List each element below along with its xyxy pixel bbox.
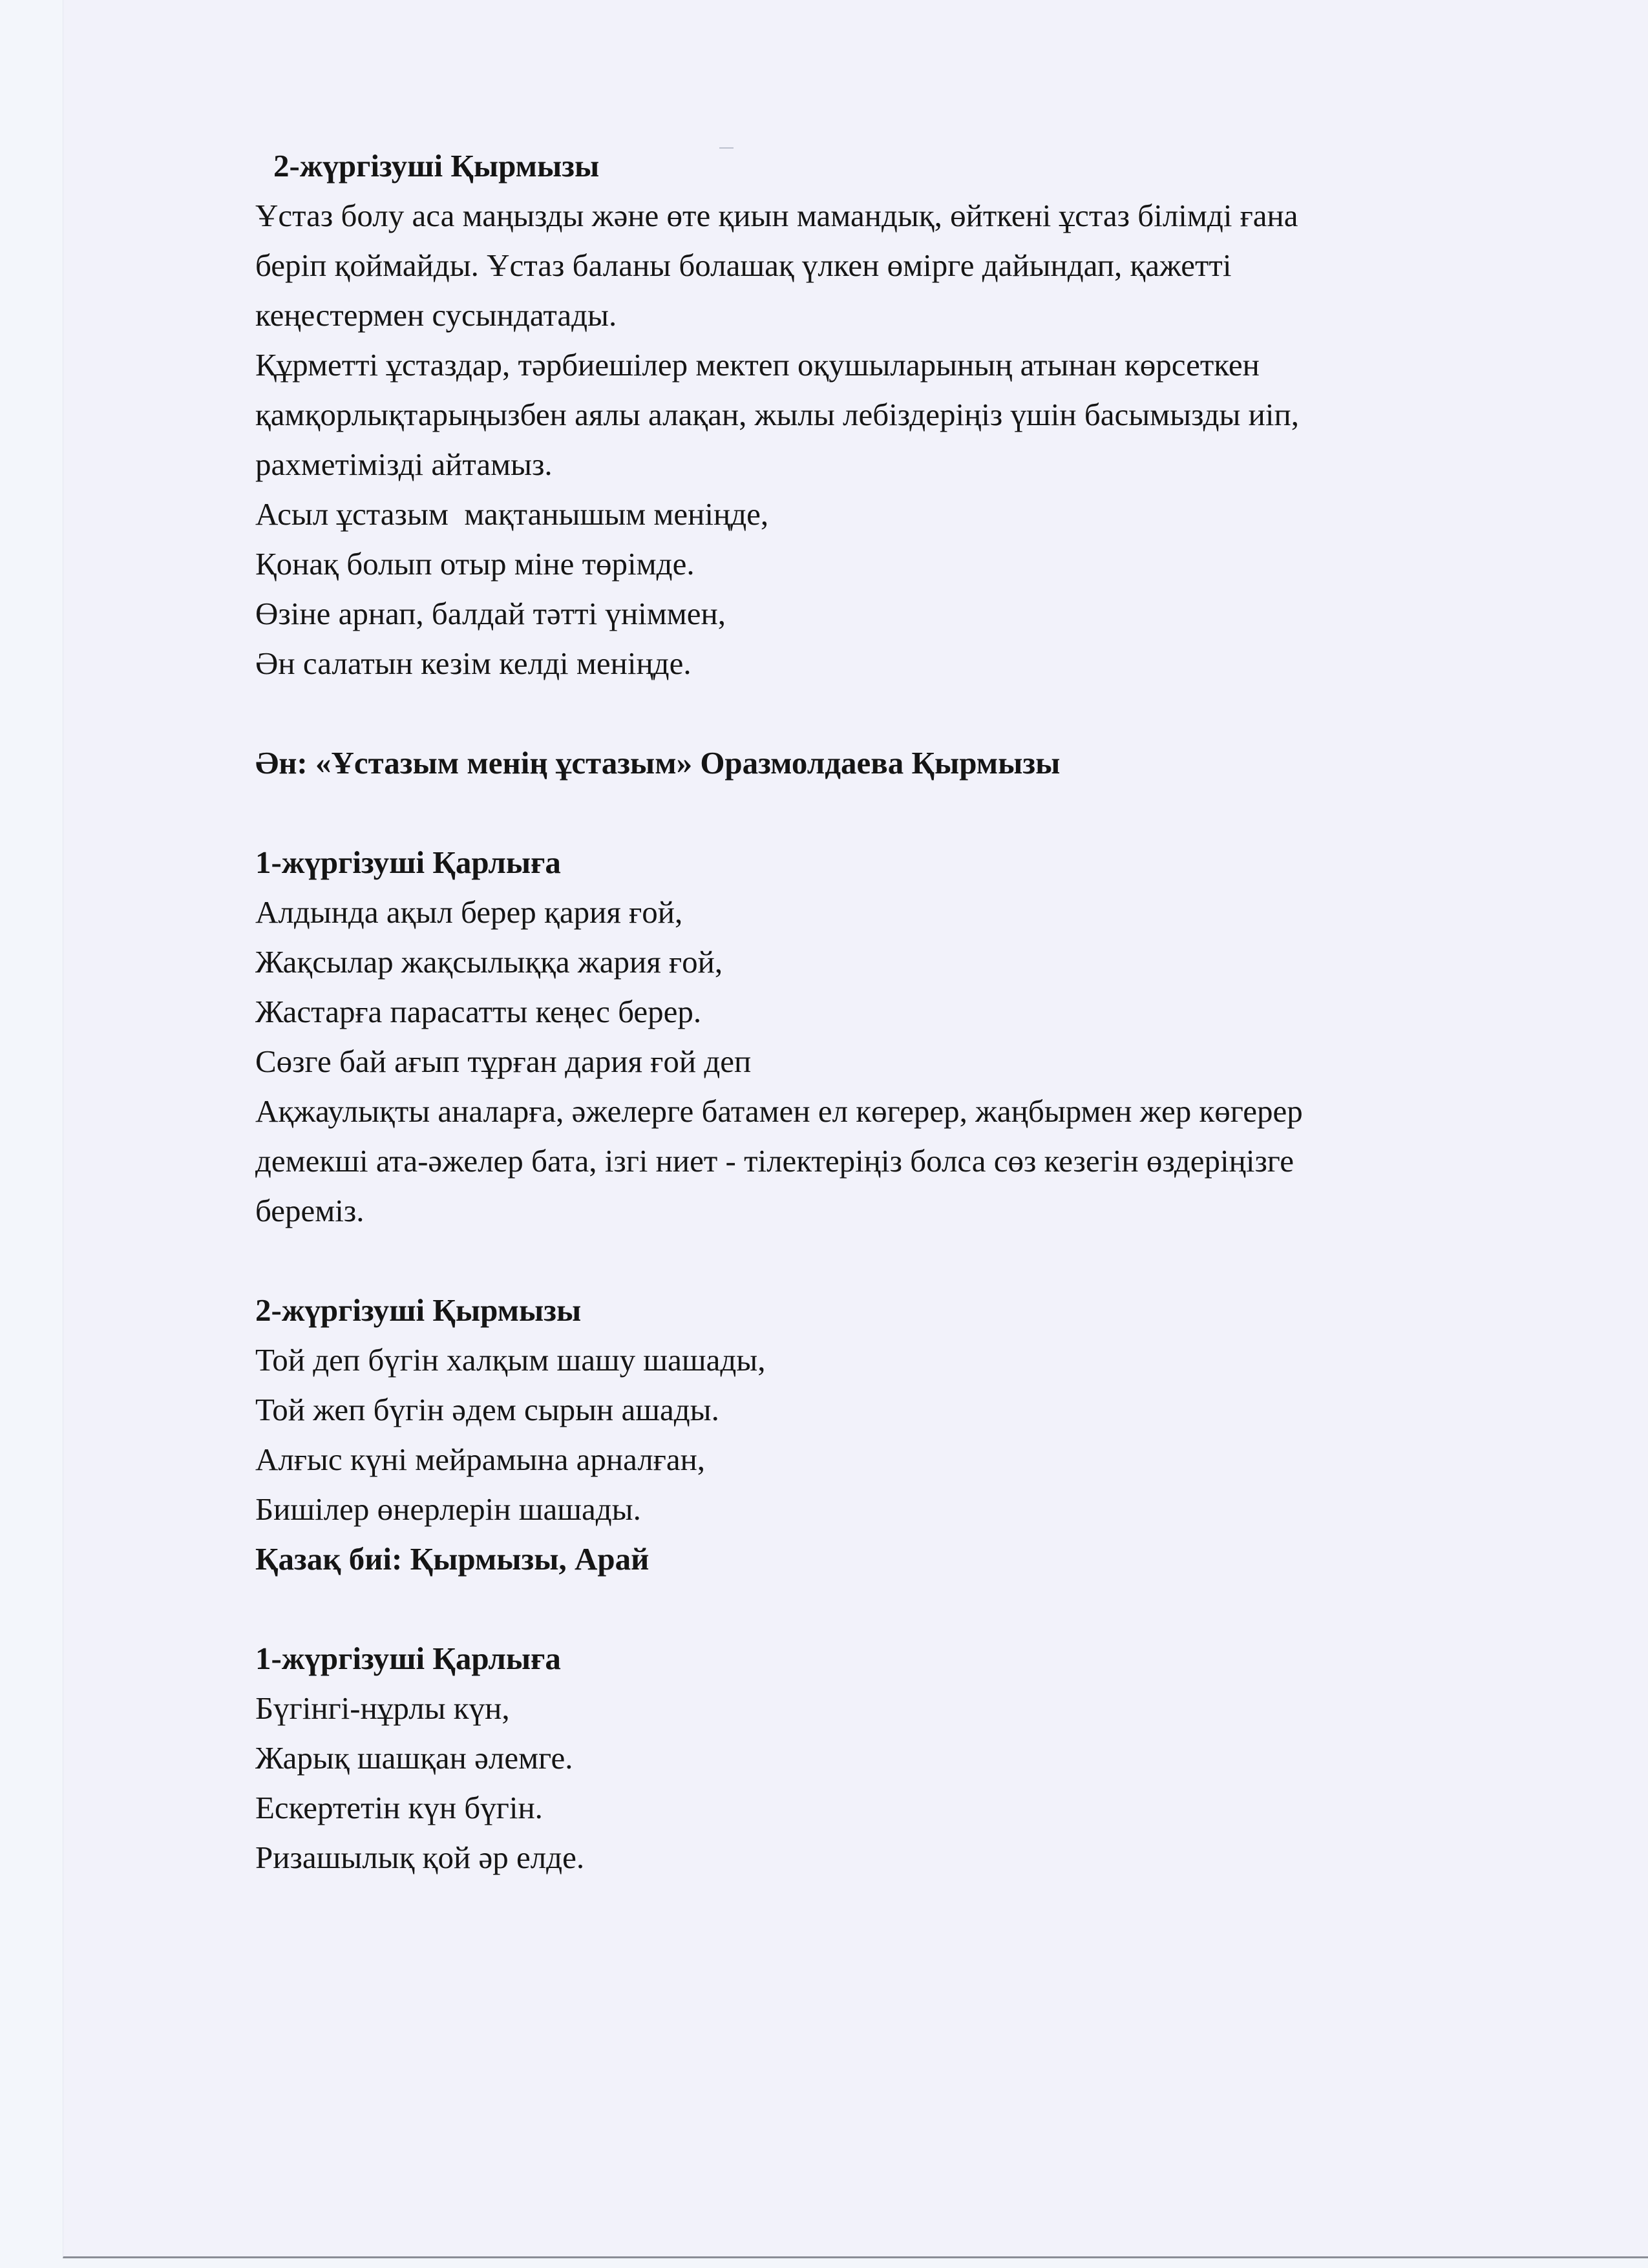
poem-line: Ризашылық қой әр елде.	[255, 1840, 585, 1875]
section-host1-closing	[255, 1633, 1548, 1882]
text-line: кеңестермен сусындатады.	[255, 297, 617, 333]
spacer	[255, 1584, 1548, 1633]
dance-announcement: Қазақ биі: Қырмызы, Арай	[255, 1541, 650, 1577]
text-line: рахметімізді айтамыз.	[255, 446, 553, 482]
section-host1-blessing	[255, 837, 1548, 1235]
poem-line: Той жеп бүгін әдем сырын ашады.	[255, 1392, 719, 1427]
speaker-heading: 2-жүргізуші Қырмызы	[255, 1292, 582, 1328]
spacer	[255, 688, 1548, 738]
section-host2-dance	[255, 1285, 1548, 1584]
poem-line: Той деп бүгін халқым шашу шашады,	[255, 1342, 766, 1378]
song-announcement: Ән: «Ұстазым менің ұстазым» Оразмолдаева Қырмызы	[255, 745, 1061, 781]
text-line: береміз.	[255, 1193, 364, 1228]
poem-line: Бишілер өнерлерін шашады.	[255, 1491, 641, 1527]
section-host2-intro	[255, 141, 1548, 688]
text-line: демекші ата-әжелер бата, ізгі ниет - тілектеріңіз болса сөз кезегін өздеріңізге	[255, 1143, 1294, 1179]
poem-line: Алғыс күні мейрамына арналған,	[255, 1442, 706, 1477]
speaker-heading: 2-жүргізуші Қырмызы	[273, 148, 600, 184]
text-line: қамқорлықтарыңызбен аялы алақан, жылы лебіздеріңіз үшін басымызды иіп,	[255, 397, 1299, 432]
poem-line: Қонақ болып отыр міне төрімде.	[255, 546, 695, 582]
poem-line: Жақсылар жақсылыққа жария ғой,	[255, 944, 723, 980]
poem-line: Бүгінгі-нұрлы күн,	[255, 1690, 510, 1726]
poem-line: Жарық шашқан әлемге.	[255, 1740, 573, 1776]
text-line: Құрметті ұстаздар, тәрбиешілер мектеп оқушыларының атынан көрсеткен	[255, 347, 1260, 383]
poem-line: Алдында ақыл берер қария ғой,	[255, 894, 683, 930]
poem-line: Ән салатын кезім келді меніңде.	[255, 646, 692, 681]
poem-line: Жастарға парасатты кеңес берер.	[255, 994, 702, 1029]
speaker-heading: 1-жүргізуші Қарлыға	[255, 845, 561, 880]
poem-line: Ескертетін күн бүгін.	[255, 1790, 543, 1825]
text-line: беріп қоймайды. Ұстаз баланы болашақ үлкен өмірге дайындап, қажетті	[255, 247, 1232, 283]
poem-line: Асыл ұстазым мақтанышым меніңде,	[255, 496, 769, 532]
spacer	[255, 788, 1548, 837]
poem-line: Өзіне арнап, балдай тәтті үніммен,	[255, 596, 726, 631]
spacer	[255, 1235, 1548, 1285]
speaker-heading: 1-жүргізуші Қарлыға	[255, 1641, 561, 1676]
document-body	[255, 141, 1548, 1882]
text-line: Ақжаулықты аналарға, әжелерге батамен ел көгерер, жаңбырмен жер көгерер	[255, 1093, 1303, 1129]
poem-line: Сөзге бай ағып тұрған дария ғой деп	[255, 1044, 752, 1079]
text-line: Ұстаз болу аса маңызды және өте қиын мамандық, өйткені ұстаз білімді ғана	[255, 198, 1298, 233]
section-song	[255, 738, 1548, 788]
